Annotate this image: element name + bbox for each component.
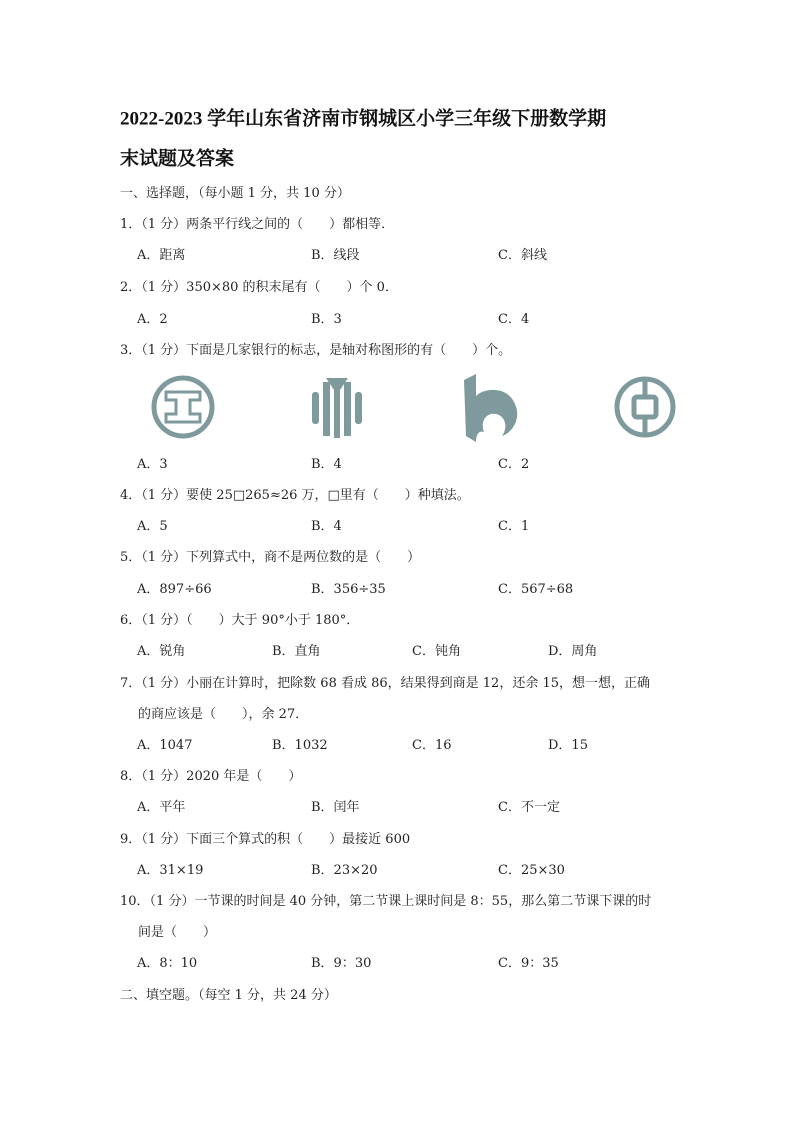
citic-logo: [302, 370, 372, 444]
option: C．斜线: [498, 248, 547, 263]
option: C．1: [498, 519, 530, 534]
option: D．周角: [548, 644, 598, 659]
doc-title-line2: 末试题及答案: [120, 148, 235, 170]
option: C．2: [498, 457, 530, 472]
option: A．平年: [137, 800, 186, 815]
option: C．不一定: [498, 800, 560, 815]
boc-logo: [610, 370, 680, 444]
question-2: 2．（1 分）350×80 的积末尾有（ ）个 0．: [120, 280, 398, 295]
option: A．锐角: [137, 644, 186, 659]
option: C．25×30: [498, 863, 565, 878]
option: C．16: [412, 738, 452, 753]
option: B．23×20: [311, 863, 378, 878]
question-9: 9．（1 分）下面三个算式的积（ ）最接近 600: [120, 832, 411, 847]
option: B．9：30: [311, 956, 372, 971]
question-4: 4．（1 分）要使 25□265≈26 万，□里有（ ）种填法。: [120, 488, 470, 503]
option: B．4: [311, 519, 342, 534]
option: A．8：10: [137, 956, 198, 971]
question-5: 5．（1 分）下列算式中，商不是两位数的是（ ）: [120, 550, 421, 565]
option: C．钝角: [412, 644, 461, 659]
option: B．直角: [272, 644, 321, 659]
question-8: 8．（1 分）2020 年是（ ）: [120, 769, 302, 784]
option: C．9：35: [498, 956, 559, 971]
option: A．距离: [137, 248, 186, 263]
option: B．4: [311, 457, 342, 472]
option: A．5: [137, 519, 168, 534]
section-heading: 一、选择题，（每小题 1 分，共 10 分）: [120, 186, 350, 201]
section-heading: 二、填空题。（每空 1 分，共 24 分）: [120, 988, 337, 1003]
question-10: 10．（1 分）一节课的时间是 40 分钟，第二节课上课时间是 8：55，那么第二节课下课的时: [120, 894, 652, 909]
option: C．4: [498, 312, 530, 327]
option: A．2: [137, 312, 168, 327]
bocom-logo: [458, 370, 528, 444]
option: A．897÷66: [137, 582, 212, 597]
question-10-cont: 间是（ ）: [138, 925, 217, 940]
option: A．1047: [137, 738, 193, 753]
icbc-logo: [148, 370, 218, 444]
question-1: 1．（1 分）两条平行线之间的（ ）都相等．: [120, 217, 395, 232]
question-6: 6．（1 分）（ ）大于 90°小于 180°．: [120, 613, 360, 628]
option: B．线段: [311, 248, 360, 263]
option: C．567÷68: [498, 582, 574, 597]
question-7-cont: 的商应该是（ ），余 27．: [138, 707, 309, 722]
question-7: 7．（1 分）小丽在计算时，把除数 68 看成 86，结果得到商是 12，还余 15，想一想，正确: [120, 676, 651, 691]
option: B．闰年: [311, 800, 360, 815]
option: B．1032: [272, 738, 328, 753]
option: B．356÷35: [311, 582, 386, 597]
question-3: 3．（1 分）下面是几家银行的标志，是轴对称图形的有（ ）个。: [120, 343, 512, 358]
option: A．3: [137, 457, 168, 472]
doc-title-line1: 2022-2023 学年山东省济南市钢城区小学三年级下册数学期: [120, 108, 607, 130]
option: B．3: [311, 312, 342, 327]
option: A．31×19: [137, 863, 204, 878]
option: D．15: [548, 738, 588, 753]
